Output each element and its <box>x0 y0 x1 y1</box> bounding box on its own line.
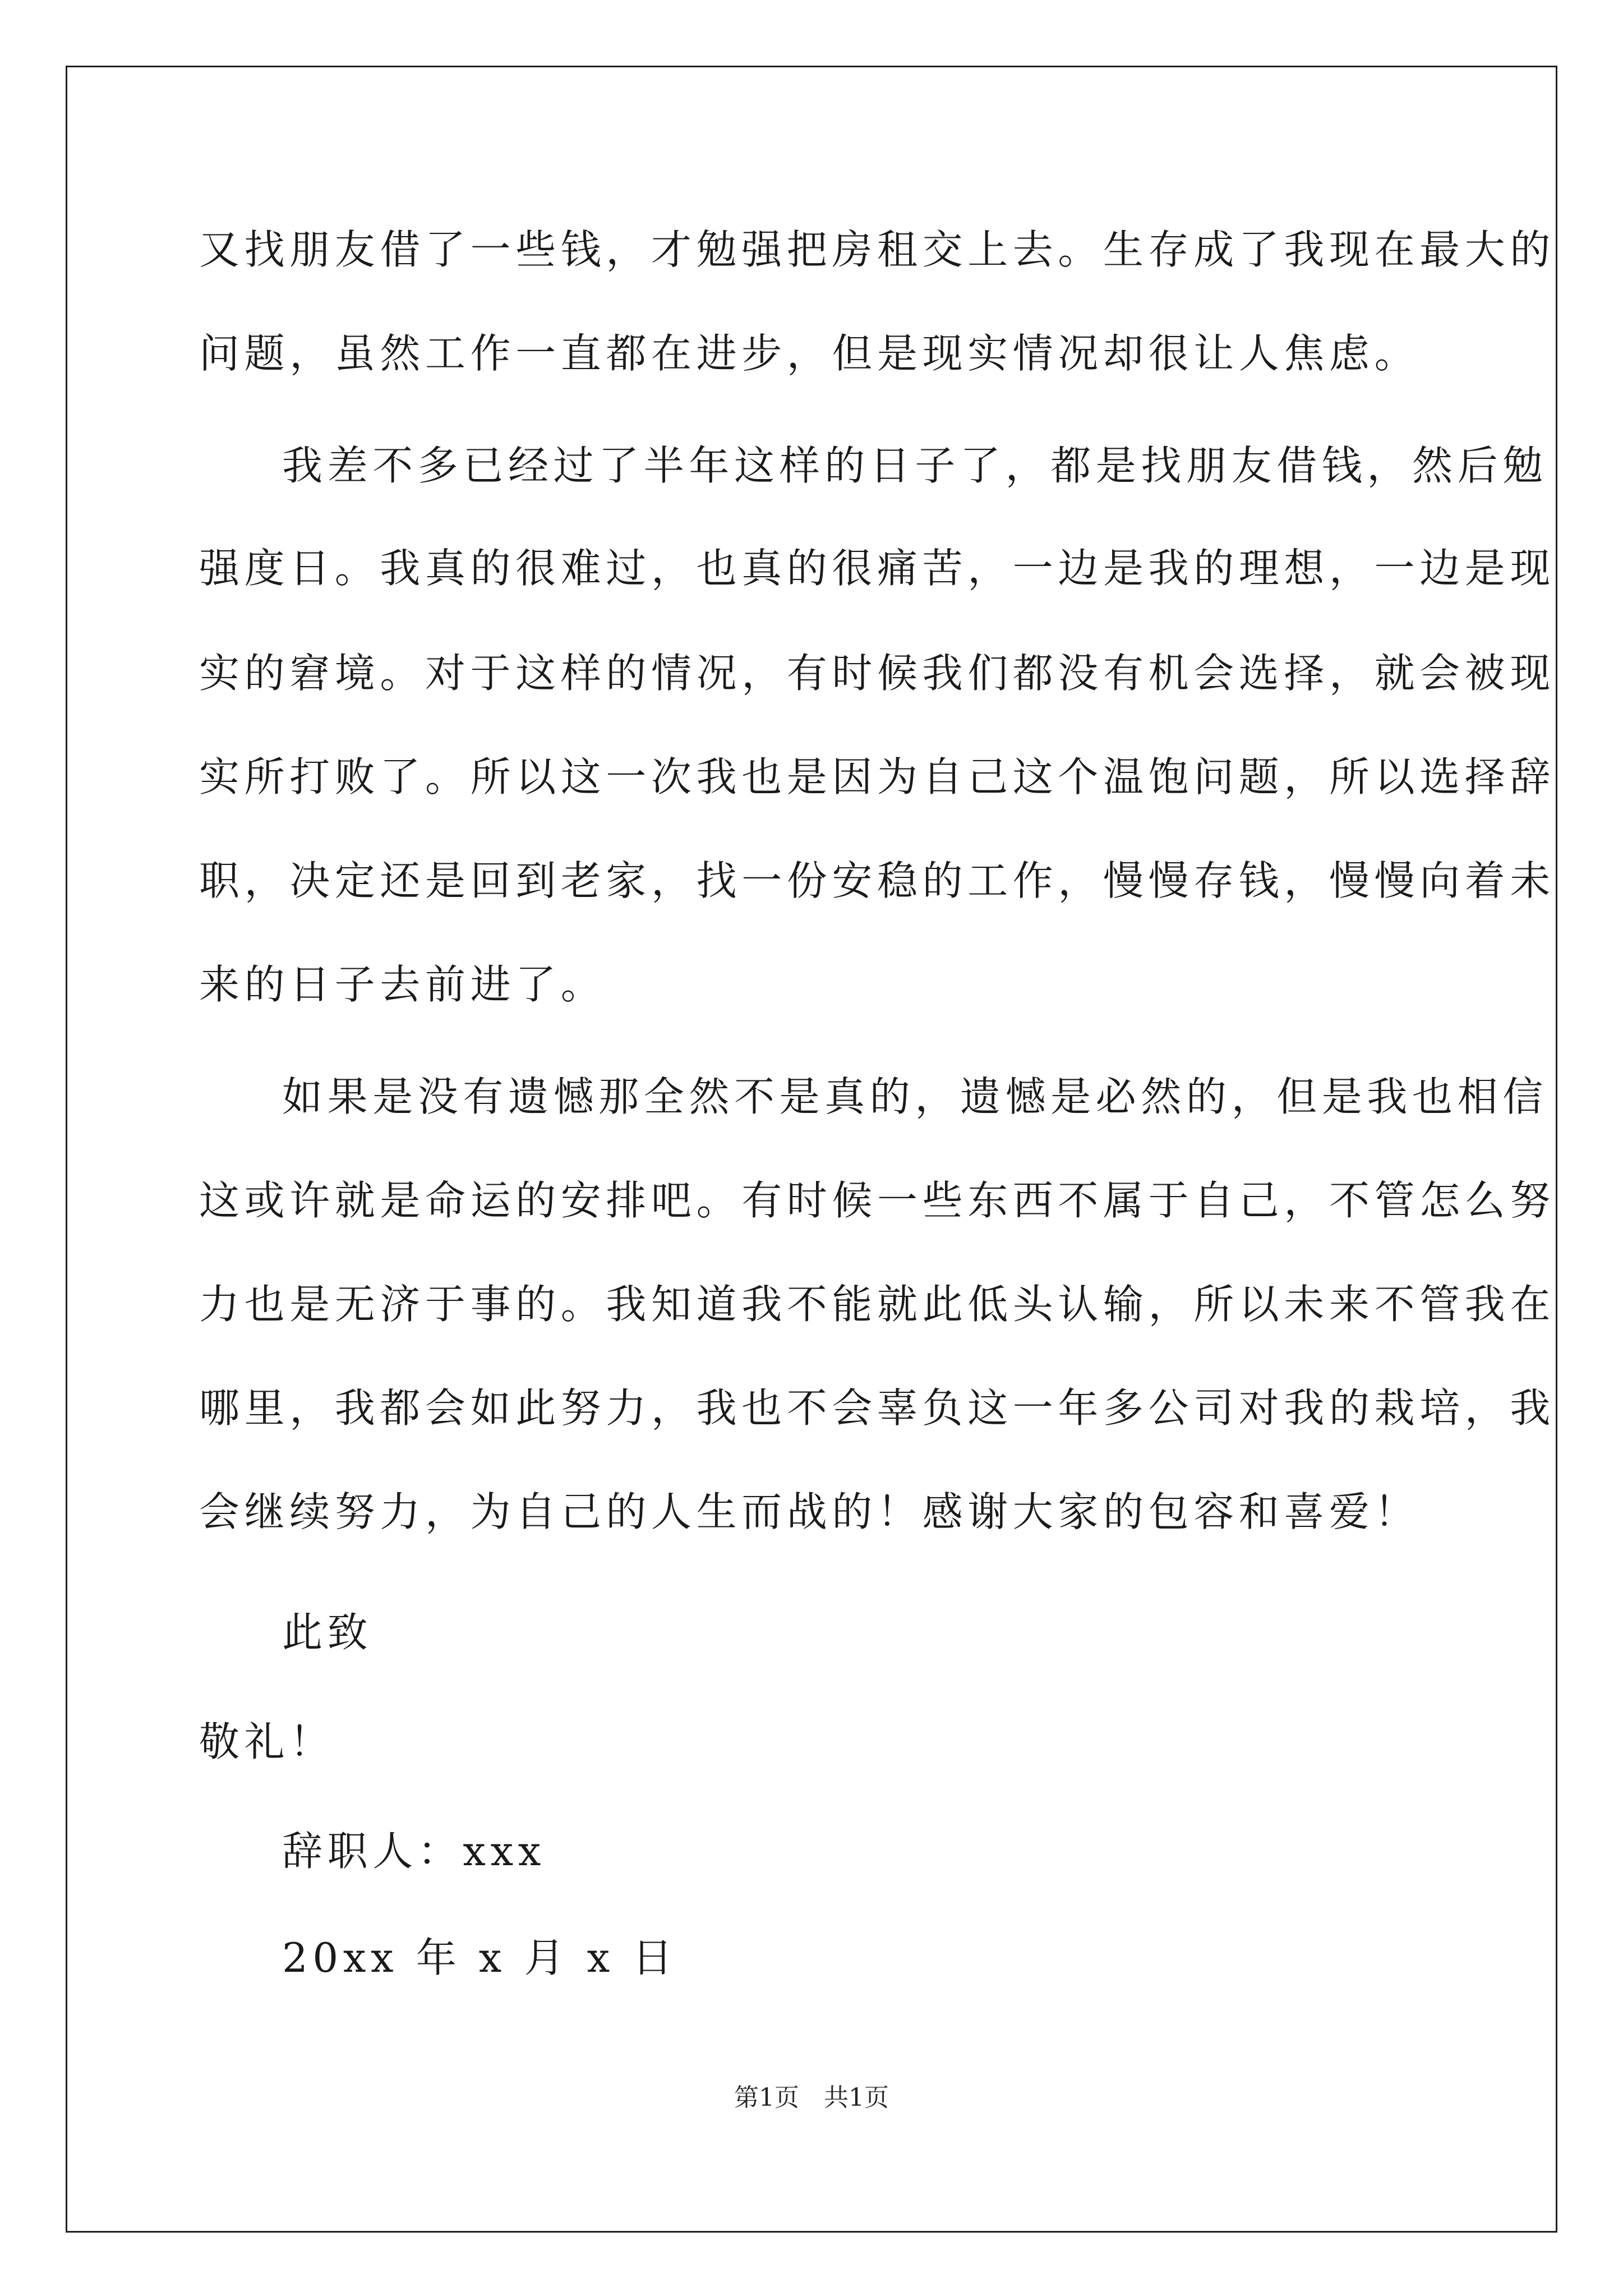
body-line-12: 哪里，我都会如此努力，我也不会辜负这一年多公司对我的栽培，我 <box>199 1384 1556 1432</box>
body-line-9: 如果是没有遗憾那全然不是真的，遗憾是必然的，但是我也相信 <box>282 1073 1548 1120</box>
body-line-2: 问题，虽然工作一直都在进步，但是现实情况却很让人焦虑。 <box>199 330 1420 377</box>
body-line-4: 强度日。我真的很难过，也真的很痛苦，一边是我的理想，一边是现 <box>199 545 1556 592</box>
body-line-3: 我差不多已经过了半年这样的日子了，都是找朋友借钱，然后勉 <box>282 442 1548 489</box>
body-line-5: 实的窘境。对于这样的情况，有时候我们都没有机会选择，就会被现 <box>199 650 1556 697</box>
closing-salutation: 此致 <box>282 1609 373 1656</box>
body-line-13: 会继续努力，为自己的人生而战的！感谢大家的包容和喜爱！ <box>199 1488 1420 1535</box>
body-line-7: 职，决定还是回到老家，找一份安稳的工作，慢慢存钱，慢慢向着未 <box>199 857 1556 904</box>
body-line-1: 又找朋友借了一些钱，才勉强把房租交上去。生存成了我现在最大的 <box>199 226 1556 273</box>
page-border <box>66 66 1557 2233</box>
date-line: 20xx 年 x 月 x 日 <box>282 1934 677 1981</box>
body-line-11: 力也是无济于事的。我知道我不能就此低头认输，所以未来不管我在 <box>199 1281 1556 1328</box>
page-footer: 第1页 共1页 <box>734 2083 889 2112</box>
body-line-8: 来的日子去前进了。 <box>199 961 606 1008</box>
closing-regards: 敬礼！ <box>199 1718 335 1765</box>
body-line-10: 这或许就是命运的安排吧。有时候一些东西不属于自己，不管怎么努 <box>199 1177 1556 1224</box>
body-line-6: 实所打败了。所以这一次我也是因为自己这个温饱问题，所以选择辞 <box>199 753 1556 800</box>
signature-line: 辞职人：xxx <box>282 1828 546 1875</box>
